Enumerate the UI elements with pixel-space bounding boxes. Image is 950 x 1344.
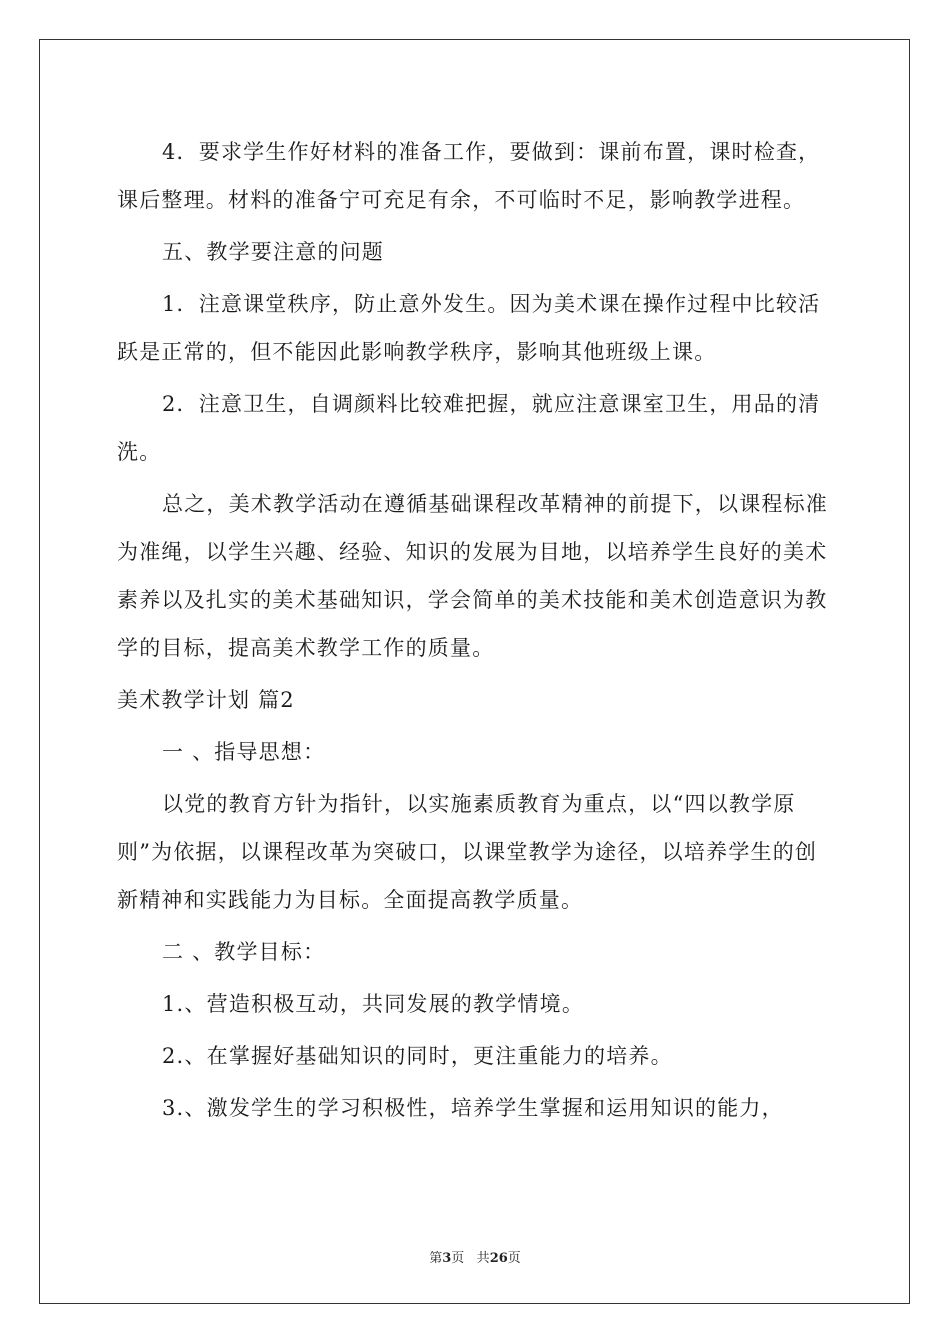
page-footer <box>0 1247 950 1266</box>
section-heading: 五、教学要注意的问题 <box>162 240 384 264</box>
footer-total-prefix: 共 <box>476 1251 490 1266</box>
list-item: 1.、营造积极互动，共同发展的教学情境。 <box>162 992 585 1016</box>
section-heading: 一 、指导思想： <box>162 740 326 764</box>
paragraph: 以党的教育方针为指针，以实施素质教育为重点，以“四以教学原则”为依据，以课程改革为突破口，以课堂教学为途径，以培养学生的创新精神和实践能力为目标。全面提高教学质量。 <box>117 792 818 912</box>
paragraph: 4．要求学生作好材料的准备工作，要做到：课前布置，课时检查，课后整理。材料的准备宁可充足有余，不可临时不足，影响教学进程。 <box>117 140 821 212</box>
list-item: 2.、在掌握好基础知识的同时，更注重能力的培养。 <box>162 1044 673 1068</box>
document-body <box>117 128 835 1136</box>
footer-total-label: 页 <box>507 1251 521 1266</box>
paragraph: 1．注意课堂秩序，防止意外发生。因为美术课在操作过程中比较活跃是正常的，但不能因此影响教学秩序，影响其他班级上课。 <box>117 292 821 364</box>
paragraph: 总之，美术教学活动在遵循基础课程改革精神的前提下，以课程标准为准绳，以学生兴趣、经验、知识的发展为目地，以培养学生良好的美术素养以及扎实的美术基础知识，学会简单的美术技能和美术创造意识为教学的目标，提高美术教学工作的质量。 <box>117 492 828 660</box>
current-page-number: 3 <box>442 1251 452 1266</box>
document-title: 美术教学计划 篇2 <box>117 688 295 712</box>
section-heading: 二 、教学目标： <box>162 940 326 964</box>
total-pages-number: 26 <box>489 1251 508 1266</box>
list-item: 3.、激发学生的学习积极性，培养学生掌握和运用知识的能力， <box>162 1096 784 1120</box>
footer-page-label: 页 <box>451 1251 465 1266</box>
footer-prefix: 第 <box>429 1251 443 1266</box>
paragraph: 2．注意卫生，自调颜料比较难把握，就应注意课室卫生，用品的清洗。 <box>117 392 821 464</box>
